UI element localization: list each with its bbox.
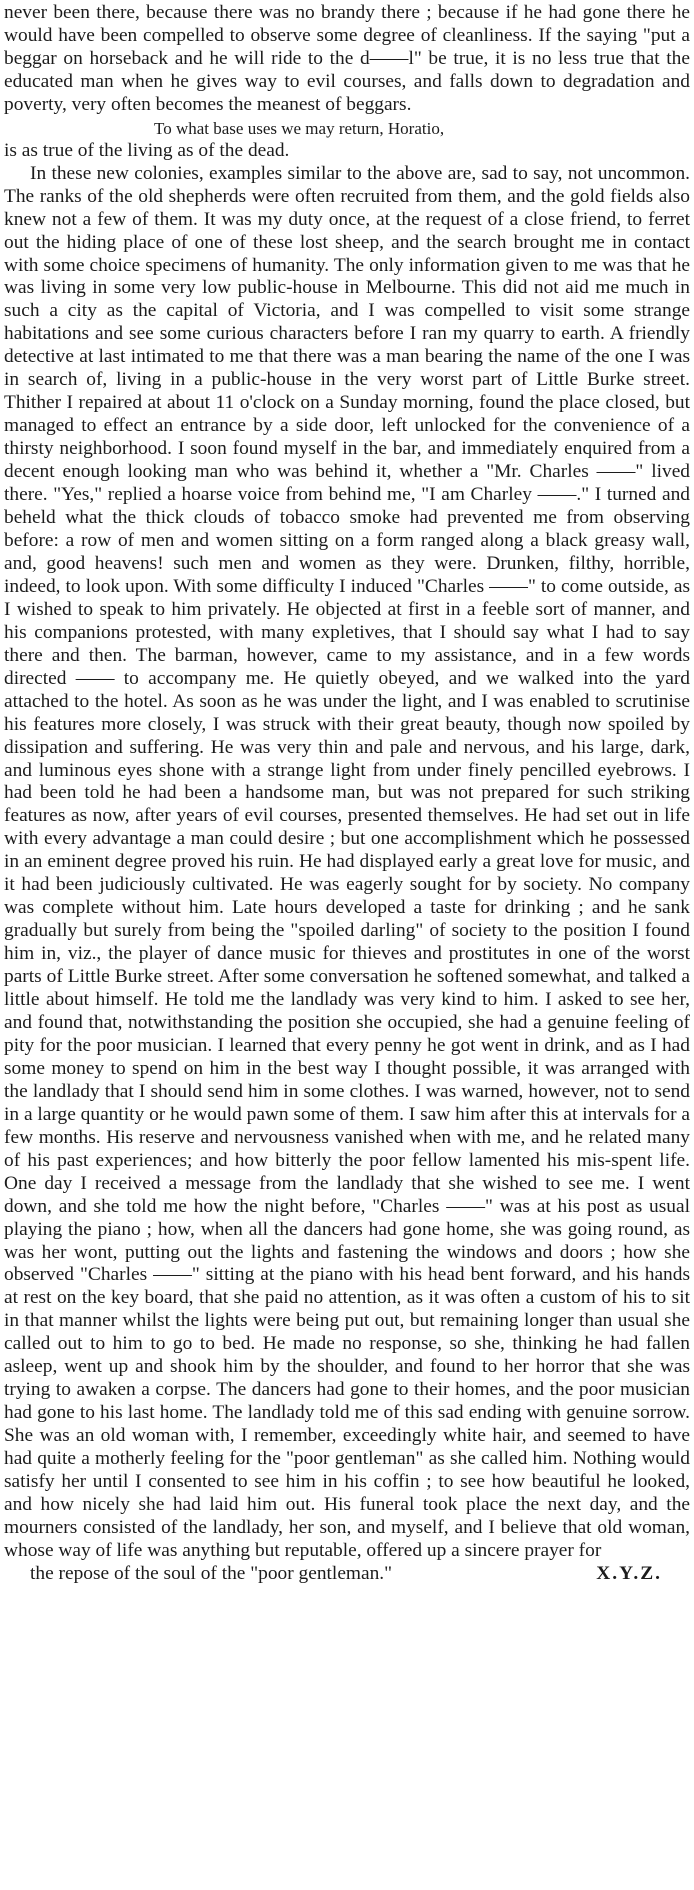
closing-text: the repose of the soul of the "poor gentleman." (30, 1562, 393, 1584)
paragraph-text: never been there, because there was no brandy there ; because if he had gone there he would have been compelled to observe some degree of cleanliness. If the saying "put a beggar on horseback and he will ride to the d——l" be true, it is no less true that the educated man when he gives way to evil courses, and falls down to degradation and poverty, very often becomes the meanest of beggars. (4, 2, 690, 115)
article-paragraph (4, 2, 690, 163)
author-signature: X.Y.Z. (596, 1562, 662, 1584)
paragraph-text: In these new colonies, examples similar to the above are, sad to say, not uncommon. The ranks of the old shepherds were often recruited from them, and the gold fields also knew not a few of them. It was my duty once, at the request of a close friend, to ferret out the hiding place of one of these lost sheep, and the search brought me in contact with some choice specimens of humanity. The only information given to me was that he was living in some very low public-house in Melbourne. This did not aid me much in such a city as the capital of Victoria, and I was compelled to visit some strange habitations and see some curious characters before I ran my quarry to earth. A friendly detective at last intimated to me that there was a man bearing the name of the one I was in search of, living in a public-house in the very worst part of Little Burke street. Thither I repaired at about 11 o'clock on a Sunday morning, found the place closed, but managed to effect an entrance by a side door, left unlocked for the convenience of a thirsty neighborhood. I soon found myself in the bar, and immediately enquired from a decent enough looking man who was behind it, whether a "Mr. Charles ——" lived there. "Yes," replied a hoarse voice from behind me, "I am Charley ——." I turned and beheld what the thick clouds of tobacco smoke had prevented me from observing before: a row of men and women sitting on a form ranged along a black greasy wall, and, good heavens! such men and women as they were. Drunken, filthy, horrible, indeed, to look upon. With some difficulty I induced "Charles ——" to come outside, as I wished to speak to him privately. He objected at first in a feeble sort of manner, and his companions protested, with many expletives, that I should say what I had to say there and then. The barman, however, came to my assistance, and in a few words directed —— to accompany me. He quietly obeyed, and we walked into the yard attached to the hotel. As soon as he was under the light, and I was enabled to scrutinise his features more closely, I was struck with their great beauty, though now spoiled by dissipation and suffering. He was very thin and pale and nervous, and his large, dark, and luminous eyes shone with a strange light from under finely pencilled eyebrows. I had been told he had been a handsome man, but was not prepared for such striking features as now, after years of evil courses, presented themselves. He had set out in life with every advantage a man could desire ; but one accomplishment which he possessed in an eminent degree proved his ruin. He had displayed early a great love for music, and it had been judiciously cultivated. He was eagerly sought for by society. No company was complete without him. Late hours developed a taste for drinking ; and he sank gradually but surely from being the "spoiled darling" of society to the position I found him in, viz., the player of dance music for thieves and prostitutes in one of the worst parts of Little Burke street. After some conversation he softened somewhat, and talked a little about himself. He told me the landlady was very kind to him. I asked to see her, and found that, notwithstanding the position she occupied, she had a genuine feeling of pity for the poor musician. I learned that every penny he got went in drink, and as I had some money to spend on him in the best way I thought possible, it was arranged with the landlady that I should send him in some clothes. I was warned, however, not to send in a large quantity or he would pawn some of them. I saw him after this at intervals for a few months. His reserve and nervousness vanished when with me, and he related many of his past experiences; and how bitterly the poor fellow lamented his mis-spent life. One day I received a message from the landlady that she wished to see me. I went down, and she told me how the night before, "Charles ——" was at his post as usual playing the piano ; how, when all the dancers had gone home, she was going round, as was her wont, putting out the lights and fastening the windows and doors ; how she observed "Charles ——" sitting at the piano with his head bent forward, and his hands at rest on the key board, that she paid no attention, as it was often a custom of his to sit in that manner whilst the lights were being put out, but remaining longer than usual she called out to him to go to bed. He made no response, so she, thinking he had fallen asleep, went up and shook him by the shoulder, and found to her horror that she was trying to awaken a corpse. The dancers had gone to their homes, and the poor musician had gone to his last home. The landlady told me of this sad ending with genuine sorrow. She was an old woman with, I remember, exceedingly white hair, and seemed to have had quite a motherly feeling for the "poor gentleman" as she called him. Nothing would satisfy her until I consented to see him in his coffin ; to see how beautiful he looked, and how nicely she had laid him out. His funeral took place the next day, and the mourners consisted of the landlady, her son, and myself, and I believe that old woman, whose way of life was anything but reputable, offered up a sincere prayer for (4, 162, 690, 1561)
paragraph-text: is as true of the living as of the dead. (4, 139, 290, 161)
article-column (4, 2, 690, 1586)
closing-line (4, 1563, 690, 1586)
article-paragraph (4, 163, 690, 1586)
quotation-line: To what base uses we may return, Horatio, (154, 118, 445, 138)
